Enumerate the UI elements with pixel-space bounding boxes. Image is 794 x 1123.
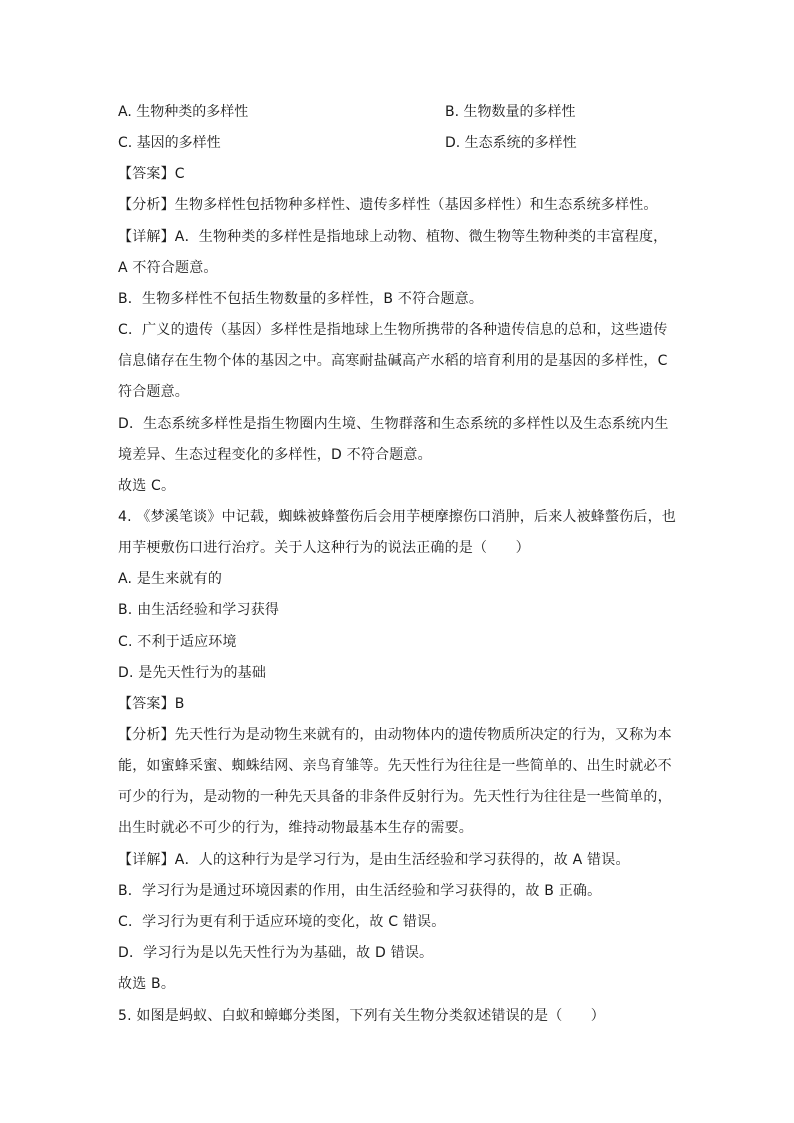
q3-options-row-1: [118, 102, 678, 122]
q4-analysis-line: 可少的行为，是动物的一种先天具备的非条件反射行为。先天性行为往往是一些简单的，: [118, 789, 672, 805]
q3-option-d: D. 生态系统的多样性: [445, 135, 577, 151]
q3-detail-line: 符合题意。: [118, 384, 189, 400]
q3-conclusion: 故选 C。: [118, 478, 176, 494]
q4-option-b: B. 由生活经验和学习获得: [118, 602, 280, 618]
q3-detail-line: 【详解】A．生物种类的多样性是指地球上动物、植物、微生物等生物种类的丰富程度，: [118, 229, 668, 245]
q4-answer: 【答案】B: [118, 696, 185, 712]
q3-answer: 【答案】C: [118, 166, 185, 182]
q3-option-c: C. 基因的多样性: [118, 135, 221, 151]
q4-stem-line: 4. 《梦溪笔谈》中记载，蜘蛛被蜂螫伤后会用芋梗摩擦伤口消肿，后来人被蜂螫伤后，也: [118, 509, 677, 525]
q4-option-a: A. 是生来就有的: [118, 571, 223, 587]
q3-detail-line: A 不符合题意。: [118, 260, 218, 276]
q4-detail-line: C．学习行为更有利于适应环境的变化，故 C 错误。: [118, 914, 446, 930]
q4-conclusion: 故选 B。: [118, 976, 176, 992]
q5-stem: 5. 如图是蚂蚁、白蚁和蟑螂分类图，下列有关生物分类叙述错误的是（ ）: [118, 1008, 606, 1024]
q4-option-d: D. 是先天性行为的基础: [118, 665, 267, 681]
q3-detail-line: B．生物多样性不包括生物数量的多样性，B 不符合题意。: [118, 291, 484, 307]
q3-detail-line: D．生态系统多样性是指生物圈内生境、生物群落和生态系统的多样性以及生态系统内生: [118, 416, 669, 432]
q3-analysis: 【分析】生物多样性包括物种多样性、遗传多样性（基因多样性）和生态系统多样性。: [118, 197, 658, 213]
q3-detail-line: 境差异、生态过程变化的多样性，D 不符合题意。: [118, 447, 432, 463]
q4-detail-line: D．学习行为是以先天性行为为基础，故 D 错误。: [118, 945, 434, 961]
q4-analysis-line: 出生时就必不可少的行为，维持动物最基本生存的需要。: [118, 820, 473, 836]
q3-option-a: A. 生物种类的多样性: [118, 104, 249, 120]
q3-detail-line: 信息储存在生物个体的基因之中。高寒耐盐碱高产水稻的培育利用的是基因的多样性，C: [118, 353, 668, 369]
q4-analysis-line: 【分析】先天性行为是动物生来就有的，由动物体内的遗传物质所决定的行为，又称为本: [118, 727, 672, 743]
q3-options-row-2: [118, 133, 678, 153]
q3-option-b: B. 生物数量的多样性: [445, 104, 576, 120]
q4-option-c: C. 不利于适应环境: [118, 634, 237, 650]
q3-detail-line: C．广义的遗传（基因）多样性是指地球上生物所携带的各种遗传信息的总和，这些遗传: [118, 322, 668, 338]
q4-detail-line: 【详解】A．人的这种行为是学习行为，是由生活经验和学习获得的，故 A 错误。: [118, 852, 630, 868]
q4-analysis-line: 能，如蜜蜂采蜜、蜘蛛结网、亲鸟育雏等。先天性行为往往是一些简单的、出生时就必不: [118, 758, 672, 774]
q4-stem-line: 用芋梗敷伤口进行治疗。关于人这种行为的说法正确的是（ ）: [118, 540, 530, 556]
q4-detail-line: B．学习行为是通过环境因素的作用，由生活经验和学习获得的，故 B 正确。: [118, 883, 602, 899]
